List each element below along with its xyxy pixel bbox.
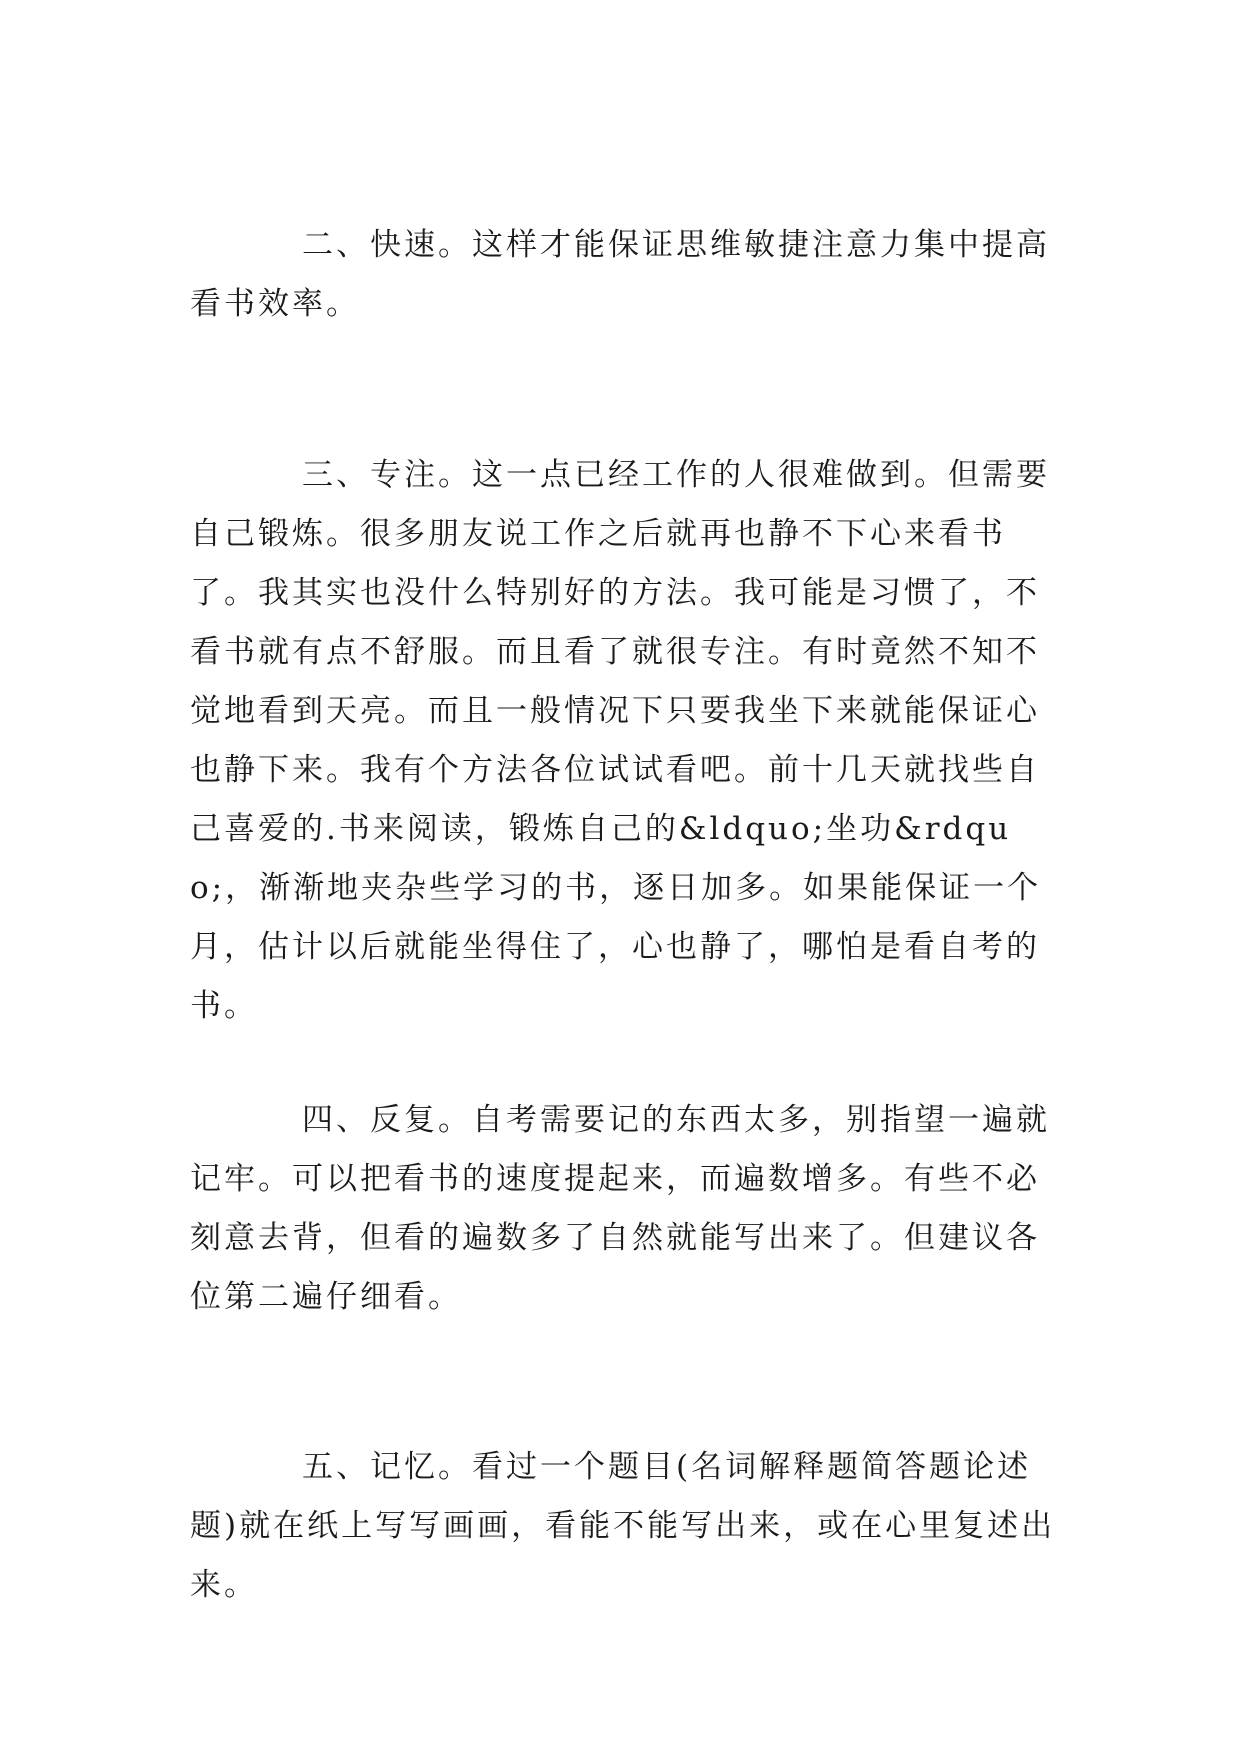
paragraph-focus: 三、专注。这一点已经工作的人很难做到。但需要自己锻炼。很多朋友说工作之后就再也静不下心来看书了。我其实也没什么特别好的方法。我可能是习惯了，不看书就有点不舒服。而且看了就很专注。有时竟然不知不觉地看到天亮。而且一般情况下只要我坐下来就能保证心也静下来。我有个方法各位试试看吧。前十几天就找些自己喜爱的.书来阅读，锻炼自己的&ldquo;坐功&rdquo;，渐渐地夹杂些学习的书，逐日加多。如果能保证一个月，估计以后就能坐得住了，心也静了，哪怕是看自考的书。 [190, 457, 1050, 1024]
paragraph-memory: 五、记忆。看过一个题目(名词解释题简答题论述题)就在纸上写写画画，看能不能写出来，或在心里复述出来。 [190, 1449, 1056, 1603]
paragraph-repeat: 四、反复。自考需要记的东西太多，别指望一遍就记牢。可以把看书的速度提起来，而遍数增多。有些不必刻意去背，但看的遍数多了自然就能写出来了。但建议各位第二遍仔细看。 [190, 1102, 1050, 1315]
paragraph-quick: 二、快速。这样才能保证思维敏捷注意力集中提高看书效率。 [190, 227, 1050, 322]
